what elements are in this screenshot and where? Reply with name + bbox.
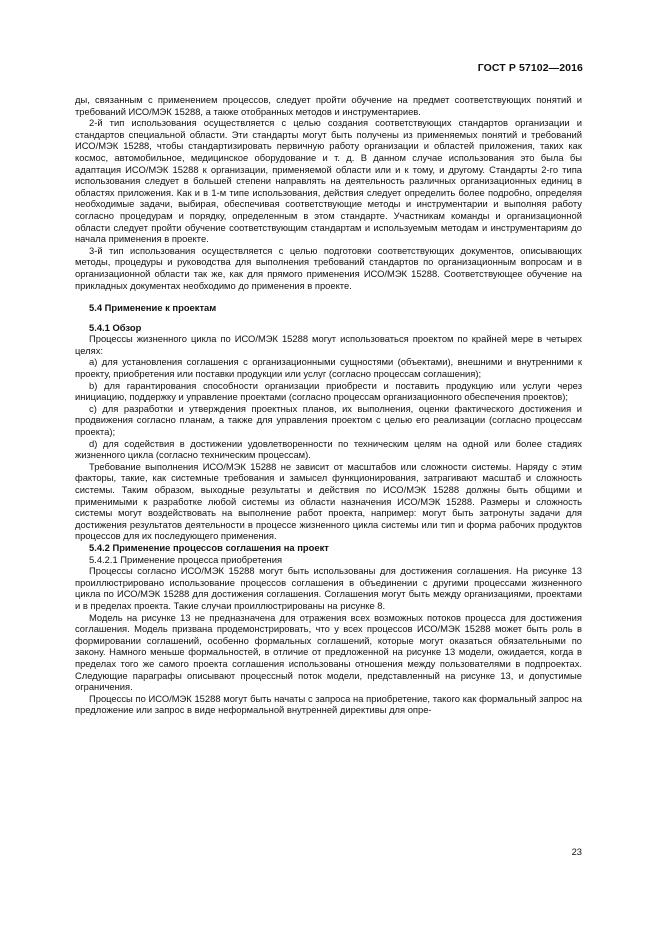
body-paragraph: ды, связанным с применением процессов, следует пройти обучение на предмет соответствующих понятий и требований ИСО/МЭК 15288, а также отобранных методов и инструментариев. (75, 94, 582, 117)
list-item-d: d) для содействия в достижении удовлетворенности по техническим целям на одной или более стадиях жизненного цикла (согласно техническим процессам). (75, 437, 582, 461)
section-heading-5-4: 5.4 Применение к проектам (89, 302, 217, 314)
section-heading-5-4-1: 5.4.1 Обзор (89, 321, 142, 333)
body-paragraph: Процессы жизненного цикла по ИСО/МЭК 15288 могут использоваться проектом по крайней мере в четырех целях: (75, 333, 582, 356)
list-item-b: b) для гарантирования способности организации приобрести и поставить продукцию или услуги через инициацию, поддержку и управление проектами (согласно процессам организационного обеспечения проектов); (75, 379, 582, 403)
body-paragraph: Процессы согласно ИСО/МЭК 15288 могут быть использованы для достижения соглашения. На рисунке 13 проиллюстрировано использование процессов соглашения в объединении с другими процессами жизненного цикла по ИСО/МЭК 15288 для достижения соглашения. Соглашения могут быть между организациями, проектами и в пределах проекта. Такие случаи проиллюстрированы на рисунке 8. (75, 565, 582, 611)
body-paragraph: Процессы по ИСО/МЭК 15288 могут быть начаты с запроса на приобретение, такого как формальный запрос на предложение или запрос в виде неформальной внутренней директивы для опре- (75, 692, 582, 716)
list-item-a: a) для установления соглашения с организационными сущностями (объектами), внешними и внутренними к проекту, приобретения или поставки продукции или услуг (согласно процессам соглашения); (75, 356, 582, 380)
subsection-heading-5-4-2-1: 5.4.2.1 Применение процесса приобретения (89, 553, 283, 565)
body-paragraph: 3-й тип использования осуществляется с целью подготовки соответствующих документов, описывающих методы, процедуры и руководства для выполнения требований стандартов по организационным вопросам и в организационной области так же, как для прямого применения ИСО/МЭК 15288. Соответствующее обучение на прикладных документах необходимо до применения в проекте. (75, 244, 582, 291)
list-item-c: c) для разработки и утверждения проектных планов, их выполнения, оценки фактического достижения и продвижения согласно планам, а также для управления проектом с целью его реализации (согласно процессам проекта); (75, 402, 582, 438)
document-header: ГОСТ Р 57102—2016 (477, 62, 583, 74)
body-paragraph: Модель на рисунке 13 не предназначена для отражения всех возможных потоков процесса для достижения соглашения. Модель призвана продемонстрировать, что у всех процессов ИСО/МЭК 15288 может быть роль в формировании соглашений, особенно формальных соглашений, которые могут оказаться обязательными по закону. Намного меньше формальностей, в отличие от предложенной на рисунке 13 модели, ожидается, когда в пределах того же самого проекта соглашения использованы отношения между пользователями в подпроектах. Следующие параграфы описывают процессный поток модели, представленный на рисунке 13, и допустимые ограничения. (75, 611, 582, 693)
section-heading-5-4-2: 5.4.2 Применение процессов соглашения на проект (89, 541, 329, 553)
document-body (75, 94, 582, 716)
body-paragraph: Требование выполнения ИСО/МЭК 15288 не зависит от масштабов или сложности системы. Наряду с этим факторы, такие, как системные требования и замысел функционирования, затрагивают масштаб и сложность системы. Таким образом, выходные результаты и действия по ИСО/МЭК 15288 должны быть общими и применимыми к разработке любой системы из области назначения ИСО/МЭК 15288. Размеры и сложность системы могут воздействовать на выполнение работ проекта, например: могут быть затронуты задачи для достижения результатов деятельности в процессе жизненного цикла системы или тип и форма рабочих продуктов процессов для их последующего применения. (75, 460, 582, 542)
body-paragraph: 2-й тип использования осуществляется с целью создания соответствующих стандартов организации и стандартов специальной области. Эти стандарты могут быть получены из применяемых понятий и требований ИСО/МЭК 15288, чтобы стандартизировать первичную работу организации и областей приложения, таких как космос, автомобильное, медицинское оборудование и т. д. В данном случае использования это была бы адаптация ИСО/МЭК 15288 к организации, применяемой области или и к тому, и другому. Стандарты 2-го типа использования следует в большей степени направлять на деятельность различных организационных единиц в областях приложения. Как и в 1-м типе использования, действия следует определить более подробно, определяя необходимые задачи, выбирая, обеспечивая соответствующие методы и инструментарии и выполняя работу согласно процедурам и порядку, определенным в этом стандарте. Участникам команды и организационной области следует пройти обучение соответствующим стандартам и используемым методам и инструментариям до начала применения в проекте. (75, 117, 582, 245)
page-number: 23 (571, 846, 582, 857)
